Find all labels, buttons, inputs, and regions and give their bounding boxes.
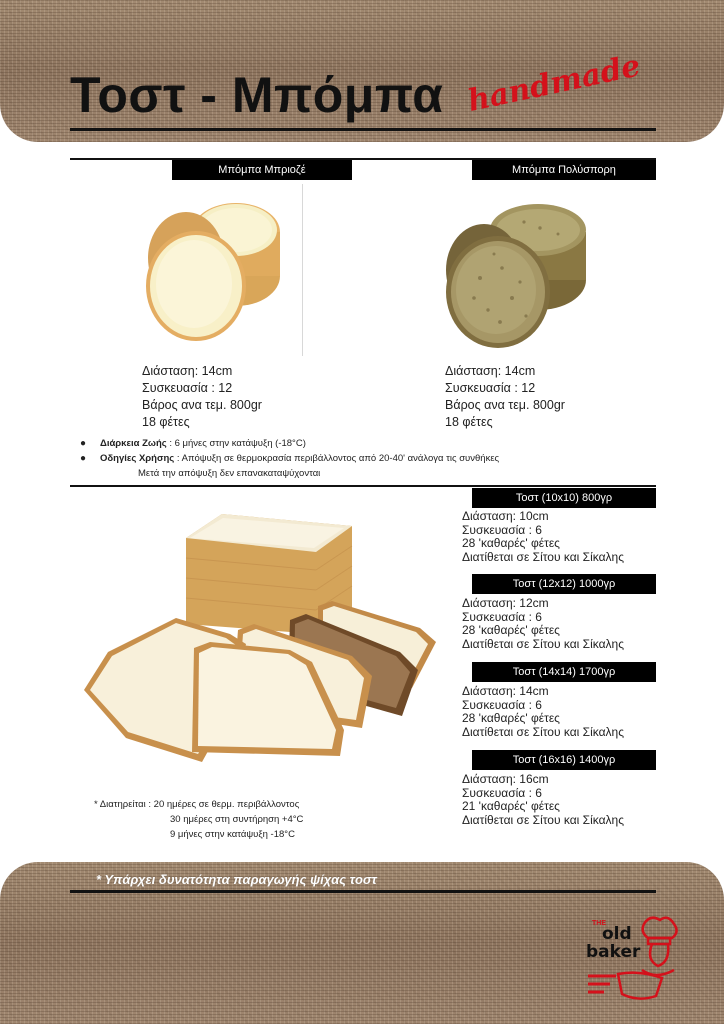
usage-notes [80, 436, 500, 481]
footer-rule [70, 890, 656, 893]
toast-14-specs [462, 685, 624, 739]
handmade-tagline: handmade [464, 48, 644, 119]
logo-old-text: old [602, 924, 632, 944]
bomba-brioche-header: Μπόμπα Μπριοζέ [172, 160, 352, 180]
toast-16-specs [462, 773, 624, 827]
storage-note [94, 797, 303, 842]
column-divider [302, 184, 303, 356]
toast-16-header: Τοστ (16x16) 1400γρ [472, 750, 656, 770]
storage-line-1: * Διατηρείται : 20 ημέρες σε θερμ. περιβάλλοντος [94, 799, 300, 810]
storage-line-2: 30 ημέρες στη συντήρηση +4°C [170, 814, 304, 825]
spec-line: Συσκευασία : 12 [142, 381, 233, 395]
logo-the-text: THE [592, 920, 606, 927]
old-baker-logo [582, 912, 682, 1008]
spec-line: 28 'καθαρές' φέτες [462, 623, 560, 637]
spec-line: Συσκευασία : 12 [445, 381, 536, 395]
toast-10-header: Τοστ (10x10) 800γρ [472, 488, 656, 508]
spec-line: Συσκευασία : 6 [462, 785, 542, 800]
logo-baker-text: baker [586, 942, 641, 962]
usage-text: : Απόψυξη σε θερμοκρασία περιβάλλοντος από 20-40' ανάλογα τις συνθήκες [174, 453, 500, 464]
spec-line: Βάρος ανα τεμ. 800gr [445, 398, 565, 412]
toast-12-header: Τοστ (12x12) 1000γρ [472, 574, 656, 594]
crumb-production-note: * Υπάρχει δυνατότητα παραγωγής ψίχας τοστ [96, 872, 377, 887]
spec-line: 18 φέτες [445, 415, 493, 429]
toast-14-header: Τοστ (14x14) 1700γρ [472, 662, 656, 682]
brioche-specs [142, 363, 262, 431]
shelf-life-text: : 6 μήνες στην κατάψυξη (-18°C) [166, 438, 306, 449]
spec-line: Διάσταση: 12cm [462, 596, 549, 610]
multigrain-specs [445, 363, 565, 431]
section-divider-middle [70, 485, 656, 487]
bullet-icon: ● [80, 453, 87, 464]
toast-12-specs [462, 597, 624, 651]
page-title: Τοστ - Μπόμπα [70, 67, 444, 123]
spec-line: Διατίθεται σε Σίτου και Σίκαλης [462, 636, 624, 651]
spec-line: 28 'καθαρές' φέτες [462, 711, 560, 725]
spec-line: Συσκευασία : 6 [462, 609, 542, 624]
usage-label: Οδηγίες Χρήσης [100, 453, 175, 464]
usage-note [80, 451, 500, 466]
toast-10-specs [462, 510, 624, 564]
spec-line: Συσκευασία : 6 [462, 697, 542, 712]
spec-line: Διάσταση: 10cm [462, 509, 549, 523]
shelf-life-note [80, 436, 499, 451]
spec-line: 18 φέτες [142, 415, 190, 429]
spec-line: Διατίθεται σε Σίτου και Σίκαλης [462, 812, 624, 827]
brioche-bomba-image [140, 192, 290, 348]
bomba-multigrain-header: Μπόμπα Πολύσπορη [472, 160, 656, 180]
spec-line: Διάσταση: 14cm [462, 684, 549, 698]
spec-line: Διάσταση: 14cm [142, 364, 233, 378]
multigrain-bomba-image [440, 198, 592, 354]
spec-line: Συσκευασία : 6 [462, 522, 542, 537]
bullet-icon: ● [80, 438, 87, 449]
toast-bread-image [82, 508, 442, 764]
spec-line: Διάσταση: 14cm [445, 364, 536, 378]
spec-line: Διατίθεται σε Σίτου και Σίκαλης [462, 549, 624, 564]
title-underline [70, 128, 656, 131]
spec-line: Διάσταση: 16cm [462, 772, 549, 786]
spec-line: 21 'καθαρές' φέτες [462, 799, 560, 813]
refreeze-note: Μετά την απόψυξη δεν επανακαταψύχονται [138, 468, 321, 479]
storage-line-3: 9 μήνες στην κατάψυξη -18°C [170, 829, 295, 840]
spec-line: Διατίθεται σε Σίτου και Σίκαλης [462, 724, 624, 739]
shelf-life-label: Διάρκεια Ζωής [100, 438, 167, 449]
spec-line: 28 'καθαρές' φέτες [462, 536, 560, 550]
spec-line: Βάρος ανα τεμ. 800gr [142, 398, 262, 412]
